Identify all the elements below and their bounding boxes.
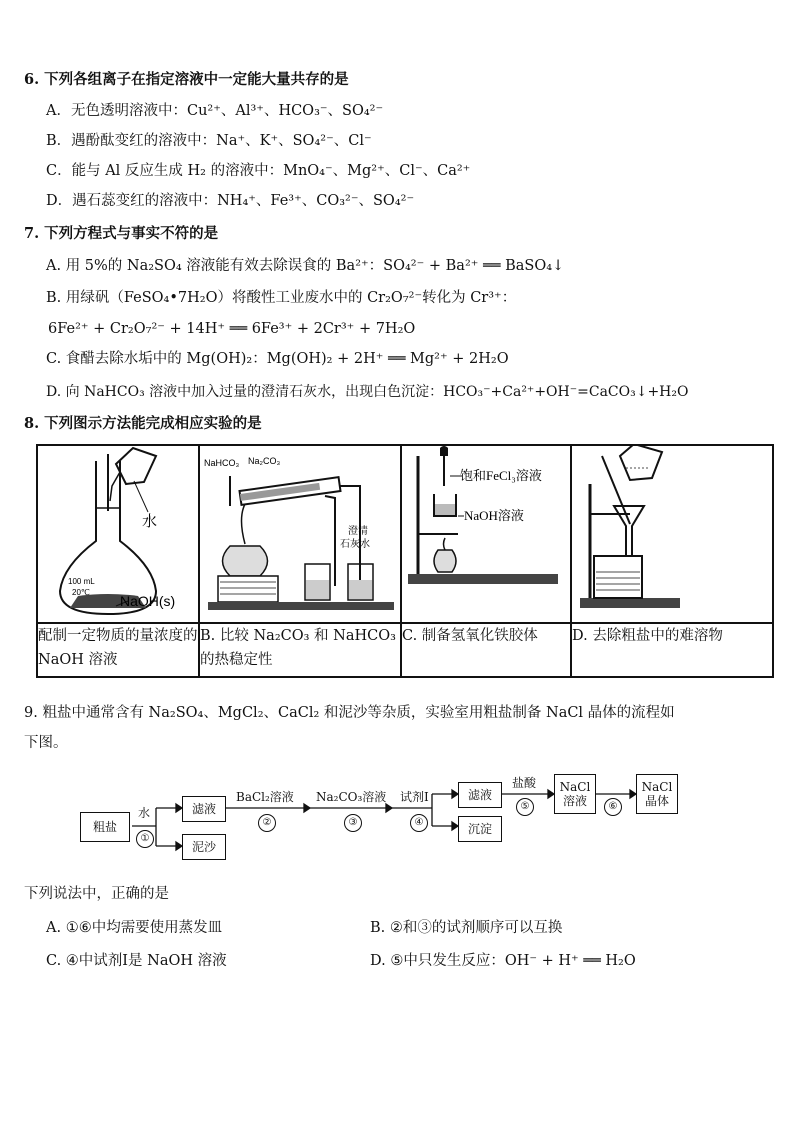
- nacl-crystal-line2: 晶体: [644, 794, 669, 808]
- label-fecl3: 饱和FeCl₃溶液: [460, 468, 542, 483]
- step-6: ⑥: [604, 798, 622, 816]
- label-flask-temp: 20℃: [72, 588, 90, 597]
- label-limewater-1: 澄清: [348, 526, 368, 537]
- q7-option-a: A. 用 5%的 Na₂SO₄ 溶液能有效去除误食的 Ba²⁺：SO₄²⁻ + Ba²⁺ ══ BaSO₄↓: [46, 258, 565, 274]
- flow-arrows: [76, 768, 696, 868]
- q6-option-d: D．遇石蕊变红的溶液中：NH₄⁺、Fe³⁺、CO₃²⁻、SO₄²⁻: [46, 193, 415, 209]
- q7-option-d: D. 向 NaHCO₃ 溶液中加入过量的澄清石灰水，出现白色沉淀：HCO₃⁻+Ca²⁺+OH⁻=CaCO₃↓+H₂O: [46, 384, 689, 400]
- caption-b: B. 比较 Na₂CO₃ 和 NaHCO₃ 的热稳定性: [199, 623, 401, 677]
- q7-option-b-equation: 6Fe²⁺ + Cr₂O₇²⁻ + 14H⁺ ══ 6Fe³⁺ + 2Cr³⁺ + 7H₂O: [48, 321, 416, 337]
- caption-d: D. 去除粗盐中的难溶物: [571, 623, 773, 677]
- box-filtrate-2: 滤液: [458, 782, 502, 808]
- q9-stem-line1: 9. 粗盐中通常含有 Na₂SO₄、MgCl₂、CaCl₂ 和泥沙等杂质，实验室用粗盐制备 NaCl 晶体的流程如: [24, 705, 675, 721]
- label-water-step: 水: [138, 806, 151, 820]
- volumetric-flask-figure: [38, 446, 198, 618]
- label-reagent-i: 试剂Ⅰ: [400, 790, 429, 804]
- box-sand: 泥沙: [182, 834, 226, 860]
- thermal-stability-figure: [200, 446, 400, 618]
- q6-option-c: C．能与 Al 反应生成 H₂ 的溶液中：MnO₄⁻、Mg²⁺、Cl⁻、Ca²⁺: [46, 163, 471, 179]
- q9-option-d: D. ⑤中只发生反应：OH⁻ + H⁺ ══ H₂O: [370, 953, 636, 969]
- box-filtrate: 滤液: [182, 796, 226, 822]
- caption-a: 配制一定物质的量浓度的 NaOH 溶液: [37, 623, 199, 677]
- label-water: 水: [142, 514, 158, 530]
- q9-option-b: B. ②和③的试剂顺序可以互换: [370, 920, 563, 936]
- nacl-solution-line1: NaCl: [559, 780, 591, 794]
- step-4: ④: [410, 814, 428, 832]
- step-3: ③: [344, 814, 362, 832]
- figure-b: [199, 445, 401, 623]
- step-2: ②: [258, 814, 276, 832]
- experiment-table: [36, 444, 774, 678]
- label-limewater-2: 石灰水: [340, 539, 370, 550]
- label-naoh-solid: NaOH(s): [120, 593, 176, 609]
- q9-option-a: A. ①⑥中均需要使用蒸发皿: [46, 920, 223, 936]
- caption-c: C. 制备氢氧化铁胶体: [401, 623, 571, 677]
- q6-stem: 6. 下列各组离子在指定溶液中一定能大量共存的是: [24, 71, 349, 88]
- q9-option-c: C. ④中试剂Ⅰ是 NaOH 溶液: [46, 953, 227, 969]
- flowchart: [76, 768, 696, 868]
- box-nacl-crystal: [636, 774, 678, 814]
- q7-stem: 7. 下列方程式与事实不符的是: [24, 225, 219, 242]
- q9-prompt: 下列说法中，正确的是: [24, 886, 169, 902]
- label-hcl: 盐酸: [512, 776, 537, 790]
- label-flask-volume: 100 mL: [68, 577, 95, 586]
- colloid-prep-figure: [402, 446, 570, 618]
- label-na2co3: Na₂CO₃溶液: [316, 790, 387, 804]
- nacl-crystal-line1: NaCl: [641, 780, 673, 794]
- step-1: ①: [136, 830, 154, 848]
- q7-option-b: B. 用绿矾（FeSO₄•7H₂O）将酸性工业废水中的 Cr₂O₇²⁻转化为 Cr³⁺：: [46, 290, 517, 306]
- figure-d: [571, 445, 773, 623]
- box-precipitate: 沉淀: [458, 816, 502, 842]
- label-naoh-solution: NaOH溶液: [464, 508, 524, 523]
- nacl-solution-line2: 溶液: [562, 794, 587, 808]
- label-nahco3: NaHCO₃: [204, 458, 240, 468]
- step-5: ⑤: [516, 798, 534, 816]
- label-na2co3: Na₂CO₃: [248, 456, 281, 466]
- figure-a: [37, 445, 199, 623]
- q6-option-a: A．无色透明溶液中：Cu²⁺、Al³⁺、HCO₃⁻、SO₄²⁻: [46, 103, 384, 119]
- box-crude-salt: 粗盐: [80, 812, 130, 842]
- label-bacl2: BaCl₂溶液: [236, 790, 294, 804]
- q6-option-b: B．遇酚酞变红的溶液中：Na⁺、K⁺、SO₄²⁻、Cl⁻: [46, 133, 372, 149]
- q9-stem-line2: 下图。: [24, 735, 68, 751]
- q8-stem: 8. 下列图示方法能完成相应实验的是: [24, 415, 262, 432]
- box-nacl-solution: [554, 774, 596, 814]
- q7-option-c: C. 食醋去除水垢中的 Mg(OH)₂：Mg(OH)₂ + 2H⁺ ══ Mg²⁺ + 2H₂O: [46, 351, 509, 367]
- filtration-figure: [572, 446, 772, 618]
- figure-c: [401, 445, 571, 623]
